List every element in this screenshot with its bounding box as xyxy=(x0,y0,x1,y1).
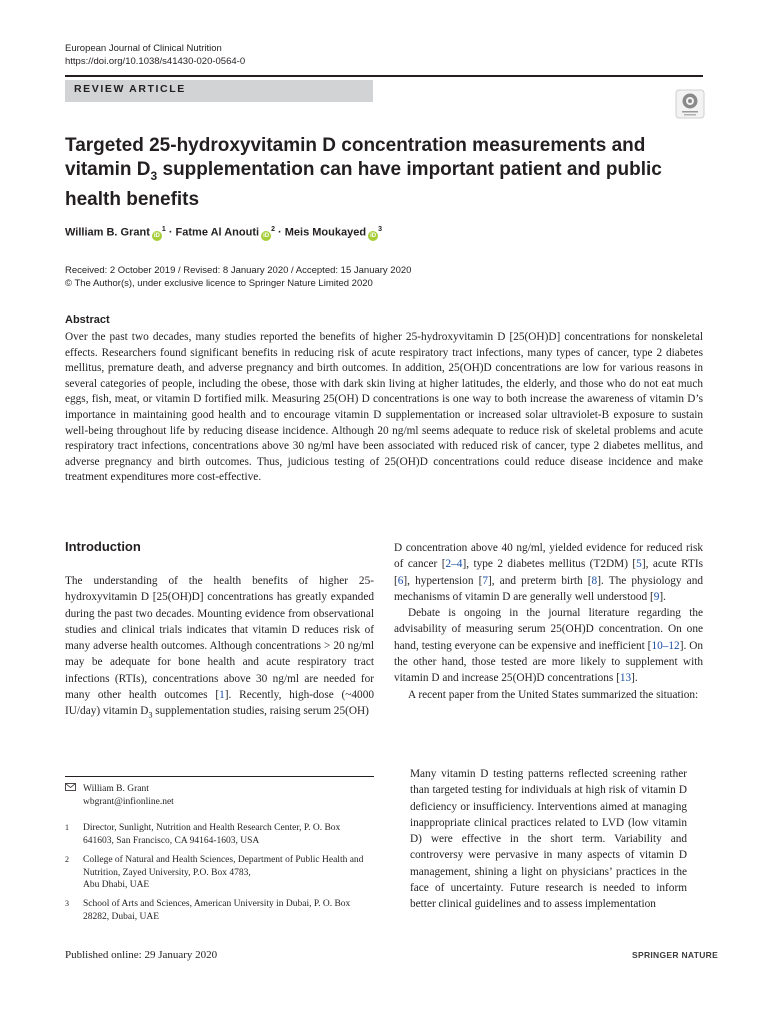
journal-name: European Journal of Clinical Nutrition xyxy=(65,43,222,54)
article-type-label: REVIEW ARTICLE xyxy=(74,83,186,95)
affiliation-footnote: 2 College of Natural and Health Sciences, Department of Public Health and Nutrition, Zayed University, P.O. Box 4783, Abu Dhabi, UAE xyxy=(65,855,364,890)
citation-link[interactable]: 9 xyxy=(653,590,660,603)
article-title: Targeted 25-hydroxyvitamin D concentration measurements and vitamin $D_3$ supplementation can have important patient and public health benefits xyxy=(65,135,662,210)
citation-link[interactable]: 10–12 xyxy=(651,639,680,652)
citation-link[interactable]: 7 xyxy=(482,574,488,587)
affiliation-footnote: 1 Director, Sunlight, Nutrition and Health Research Center, P. O. Box 641603, San Francisco, CA 94164-1603, USA xyxy=(65,823,341,846)
author-name[interactable]: Meis Moukayed xyxy=(284,226,367,239)
copyright-line: © The Author(s), under exclusive licence to Springer Nature Limited 2020 xyxy=(65,278,373,289)
check-for-updates-badge[interactable] xyxy=(675,89,705,119)
orcid-icon[interactable]: iD xyxy=(370,232,377,239)
orcid-icon[interactable]: iD xyxy=(153,232,160,239)
check-updates-icon xyxy=(675,89,705,119)
article-dates xyxy=(65,264,411,290)
block-quote: Many vitamin D testing patterns reflected screening rather than targeted testing for individuals at high risk of vitamin D deficiency or insufficiency. Interventions aimed at managing inappropriate clinical practices related to LVD (low vitamin D) were effective in the short term. Variability and controversy were pervasive in many aspects of vitamin D management, shining a light on physicians’ practices in the face of uncertainty. Future research is needed to inform better clinical guidelines and to assess implementation xyxy=(410,768,687,911)
article-type-bar xyxy=(65,80,373,102)
introduction-heading: Introduction xyxy=(65,539,141,554)
intro-paragraph: A recent paper from the United States summarized the situation: xyxy=(408,688,699,701)
citation-link[interactable]: 6 xyxy=(397,574,404,587)
citation-link[interactable]: 5 xyxy=(636,558,642,571)
citation-link[interactable]: 8 xyxy=(591,574,598,587)
intro-paragraph: The understanding of the health benefits of higher 25-hydroxyvitamin D [25(OH)D] concentrations has greatly expanded during the past two decades. Mounting evidence from observational studies and clinical trials indicates that vitamin D reduces risk of many adverse health outcomes. Although concentrations > 20 ng/ml may be adequate for bone health and acute respiratory tract infections (RTIs), concentrations above 30 ng/ml are needed for many other health outcomes [1]. Recently, high-dose (~4000 IU/day) vitamin $D_3$ supplementation studies, raising serum 25(OH) xyxy=(65,575,374,720)
published-date: Published online: 29 January 2020 xyxy=(65,949,218,961)
orcid-icon[interactable]: iD xyxy=(263,232,270,239)
header-rule xyxy=(65,75,703,77)
intro-paragraph: D concentration above 40 ng/ml, yielded evidence for reduced risk of cancer [2–4], type 2 diabetes mellitus (T2DM) [5], acute RTIs [6], hypertension [7], and preterm birth [8]. The physiology and mechanisms of vitamin D are generally well understood [9]. xyxy=(394,542,703,603)
publisher-logo: SPRINGER NATURE xyxy=(632,950,719,960)
citation-link[interactable]: 2–4 xyxy=(445,558,463,571)
intro-paragraph: Debate is ongoing in the journal literature regarding the advisability of measuring serum 25(OH)D concentration. On one hand, testing everyone can be expensive and inefficient [10–12]. On the other hand, those tested are more likely to supplement with vitamin D and increase 25(OH)D concentrations [13]. xyxy=(394,607,703,685)
author-name[interactable]: William B. Grant xyxy=(65,226,150,239)
envelope-icon xyxy=(65,783,79,796)
citation-link[interactable]: 1 xyxy=(219,689,225,702)
author-list: William B. Grant $iD^1$ · Fatme Al Anouti $iD^2$ · Meis Moukayed $iD^3$ xyxy=(65,226,382,239)
doi-link[interactable]: https://doi.org/10.1038/s41430-020-0564-0 xyxy=(65,56,246,67)
footnote-rule xyxy=(65,776,374,777)
abstract-heading: Abstract xyxy=(65,314,110,326)
affiliation-footnote: 3 School of Arts and Sciences, American University in Dubai, P. O. Box 28282, Dubai, UAE xyxy=(65,899,351,922)
abstract-text: Over the past two decades, many studies reported the benefits of higher 25-hydroxyvitamin D [25(OH)D] concentrations for nonskeletal effects. Researchers found significant benefits in reducing risk of acute respiratory tract infections, many types of cancer, type 2 diabetes mellitus, premature death, and adverse pregnancy and birth outcomes. In addition, 25(OH)D concentrations are low for various reasons in several categories of people, including the obese, those with dark skin living at higher latitudes, the elderly, and those who do not eat much eggs, fish, meat, or vitamin D fortified milk. Measuring 25(OH) D concentrations is one way to both increase the awareness of vitamin D’s importance in maintaining good health and to encourage vitamin D supplementation or increased solar ultraviolet-B exposure to sustain well-being throughout life by reducing disease incidence. Although 20 ng/ml seems adequate to reduce risk of skeletal problems and acute respiratory tract infections, concentrations above 30 ng/ml have been associated with reduced risk of cancer, type 2 diabetes mellitus, and adverse pregnancy and birth outcomes. Thus, judicious testing of 25(OH)D concentrations could reduce disease incidence and make treatment expenditures more cost-effective. xyxy=(65,331,703,484)
citation-link[interactable]: 13 xyxy=(619,672,632,685)
correspondence-email[interactable]: wbgrant@infionline.net xyxy=(83,796,174,807)
correspondence-footnote xyxy=(65,783,365,808)
author-name[interactable]: Fatme Al Anouti xyxy=(175,226,260,239)
journal-header xyxy=(65,42,245,68)
right-column xyxy=(394,540,703,703)
correspondence-name: William B. Grant xyxy=(83,784,149,794)
article-history: Received: 2 October 2019 / Revised: 8 January 2020 / Accepted: 15 January 2020 xyxy=(65,265,412,276)
